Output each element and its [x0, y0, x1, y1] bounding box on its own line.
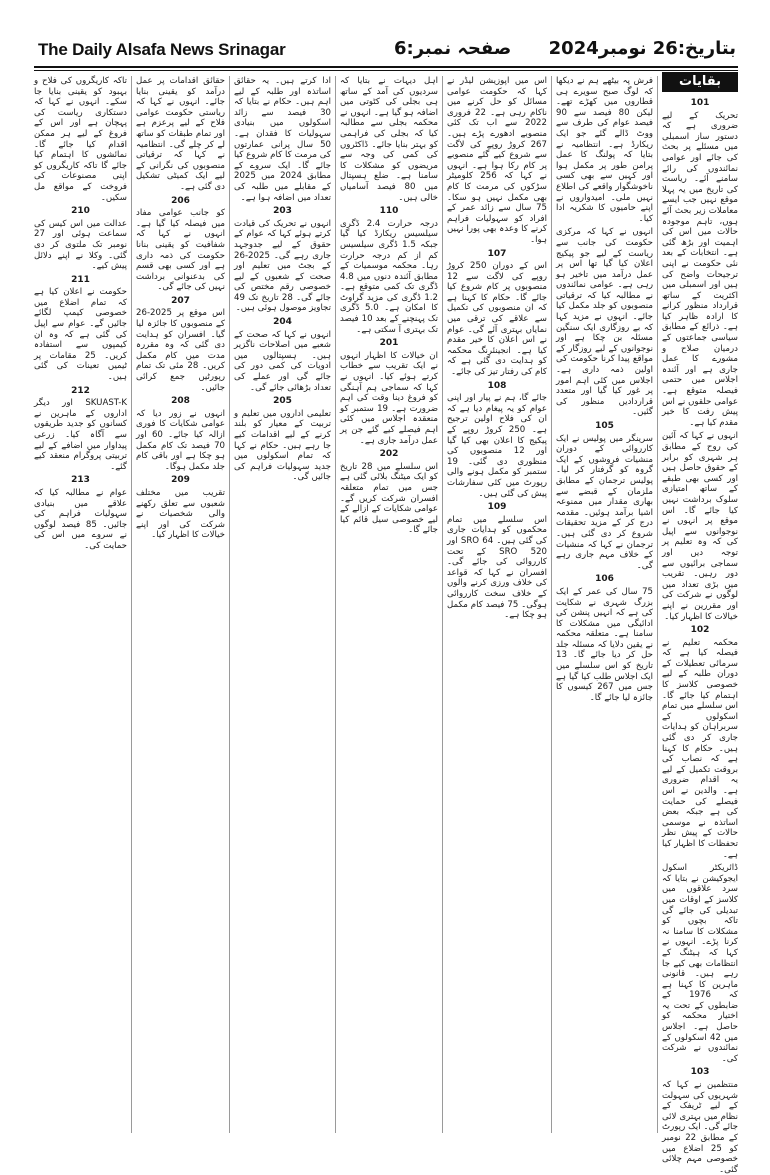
- masthead-rule-bottom: [34, 70, 738, 71]
- article-number: 204: [273, 317, 292, 328]
- article-number: 109: [487, 502, 507, 513]
- column-2: [556, 76, 653, 1133]
- article-number: 211: [71, 274, 90, 285]
- article-number: 203: [273, 206, 292, 217]
- column-divider: [131, 76, 132, 1133]
- column-divider: [442, 76, 443, 1133]
- article-paragraph: درجہ حرارت 2.4 ڈگری سیلسیس ریکارڈ کیا گیا جبکہ 1.5 ڈگری سیلسیس کم از کم درجہ حرارت رہا۔ محکمہ موسمیات کے مطابق آئندہ دنوں میں 4.8 ڈگری تک کمی متوقع ہے۔ 1.2 ڈگری کی مزید گراوٹ کا امکان ہے۔ 5.0 ڈگری تک پہنچنے کے بعد 10 فیصد تک بہتری آ سکتی ہے۔: [340, 218, 438, 335]
- article-number: 213: [71, 475, 90, 486]
- issue-date: بتاریخ:26 نومبر2024: [548, 38, 736, 59]
- article-number: 208: [171, 396, 190, 407]
- article-paragraph: تحریک کے لیے ضروری ہے کہ دستور ساز اسمبلی میں مسئلے پر بحث کی جائے اور عوامی نمائندوں کی رائے سامنے آئے۔ ریاست کی تاریخ میں یہ پہلا موقع نہیں جب ایسے معاملات زیر بحث آئے ہوں، تاہم موجودہ حالات میں اس کی اہمیت اور بڑھ گئی ہے۔ انتخابات کے بعد نئی حکومت نے اپنی ترجیحات واضح کی ہیں اور اسمبلی میں اکثریت کے ساتھ قرارداد منظور کرانے کا ارادہ ظاہر کیا ہے۔ ذرائع کے مطابق سیاسی جماعتوں کے درمیان صلاح و مشورے کا عمل جاری ہے اور آئندہ اجلاس میں حتمی فیصلہ متوقع ہے۔ عوامی حلقوں نے اس پیش رفت کا خیر مقدم کیا ہے۔: [662, 110, 738, 428]
- article-number: 110: [379, 206, 399, 217]
- masthead: [34, 36, 738, 64]
- article-paragraph: عدالت میں اس کیس کی سماعت ہوئی اور 27 نومبر تک ملتوی کر دی گئی۔ وکلا نے اپنے دلائل پیش کیے۔: [34, 218, 127, 272]
- article-number: 202: [379, 449, 399, 460]
- article-number: 207: [171, 295, 190, 306]
- article-paragraph: اس میں اپوزیشن لیڈر نے کہا کہ حکومت عوامی مسائل کو حل کرنے میں ناکام رہی ہے۔ 22 فروری 2022 سے اب تک کئی منصوبے ادھورے پڑے ہیں۔ 267 کروڑ روپے کی لاگت سے شروع کیے گئے منصوبے پر کام رکا ہوا ہے۔ انہوں نے کہا کہ 256 کلومیٹر سڑکوں کی مرمت کا کام بھی مکمل نہیں ہو سکا۔ 75 سال سے زائد عمر کے افراد کو سہولیات فراہم کرنے کا وعدہ بھی پورا نہیں ہوا۔: [447, 76, 548, 245]
- article-paragraph: SKUAST-K اور دیگر اداروں کے ماہرین نے کسانوں کو جدید طریقوں سے آگاہ کیا۔ زرعی پیداوار میں اضافے کے لیے تربیتی پروگرام منعقد کیے گئے۔: [34, 398, 127, 472]
- article-paragraph: حقائق اقدامات پر عمل درآمد کو یقینی بنایا جائے۔ انہوں نے کہا کہ ریاستی حکومت عوامی فلاح کے لیے پرعزم ہے اور تمام طبقات کو ساتھ لے کر چلے گی۔ انتظامیہ نے کہا کہ ترقیاتی منصوبوں کی نگرانی کے لیے ایک کمیٹی تشکیل دی گئی ہے۔: [136, 76, 225, 192]
- page-number: صفحہ نمبر:6: [394, 38, 512, 59]
- article-number: 212: [71, 385, 90, 396]
- column-divider: [229, 76, 230, 1133]
- article-paragraph: تاکہ کاریگروں کی فلاح و بہبود کو یقینی بنایا جا سکے۔ انہوں نے کہا کہ دستکاری ریاست کی پہچان ہے اور اس کے فروغ کے لیے ہر ممکن اقدام کیا جائے گا۔ نمائشوں کا اہتمام کیا جائے گا تاکہ کاریگروں کو اپنی مصنوعات کی فروخت کے مواقع مل سکیں۔: [34, 76, 127, 203]
- article-number: 103: [690, 1067, 710, 1078]
- newspaper-title: The Daily Alsafa News Srinagar: [38, 40, 286, 59]
- article-number: 101: [690, 98, 710, 108]
- column-divider: [657, 76, 658, 1133]
- article-number: 205: [273, 396, 292, 407]
- article-number: 206: [171, 195, 190, 206]
- article-paragraph: ڈائریکٹر اسکول ایجوکیشن نے بتایا کہ سرد علاقوں میں کلاسز کے اوقات میں تبدیلی کی جائے گی تاکہ بچوں کو مشکلات کا سامنا نہ کرنا پڑے۔ انہوں نے کہا کہ ہیٹنگ کے انتظامات بھی کیے جا رہے ہیں۔ قانونی ماہرین کا کہنا ہے کہ 1976 کے ضابطوں کے تحت یہ اختیار محکمہ کو حاصل ہے۔ اجلاس میں 42 اسکولوں کے نمائندوں نے شرکت کی۔: [662, 863, 738, 1064]
- article-paragraph: حکومت نے اعلان کیا ہے کہ تمام اضلاع میں خصوصی کیمپ لگائے جائیں گے۔ عوام سے اپیل کی گئی ہے کہ وہ ان کیمپوں سے استفادہ کریں۔ 25 مقامات پر ٹیمیں تعینات کی گئی ہیں۔: [34, 287, 127, 383]
- article-paragraph: محکمہ تعلیم نے فیصلہ کیا ہے کہ سرمائی تعطیلات کے دوران طلبہ کے لیے خصوصی کلاسز کا اہتمام کیا جائے گا۔ اس سلسلے میں تمام اسکولوں کے سربراہان کو ہدایات جاری کر دی گئی ہیں۔ حکام کا کہنا ہے کہ نصاب کی بروقت تکمیل کے لیے یہ اقدام ضروری ہے۔ والدین نے اس فیصلے کی حمایت کی ہے جبکہ بعض اساتذہ نے موسمی حالات کے پیش نظر تحفظات کا اظہار کیا ہے۔: [662, 637, 738, 860]
- article-paragraph: ان خیالات کا اظہار انہوں نے ایک تقریب سے خطاب کرتے ہوئے کیا۔ انہوں نے کہا کہ سماجی ہم آہنگی کو فروغ دینا وقت کی اہم ضرورت ہے۔ 19 ستمبر کو منعقدہ اجلاس میں کئی اہم فیصلے کیے گئے جن پر عمل درآمد جاری ہے۔: [340, 350, 438, 446]
- article-paragraph: 75 سال کی عمر کے ایک بزرگ شہری نے شکایت کی ہے کہ انہیں پنشن کی ادائیگی میں مشکلات کا سامنا ہے۔ متعلقہ محکمہ نے یقین دلایا کہ مسئلہ جلد حل کر دیا جائے گا۔ 13 تاریخ کو اس سلسلے میں ایک اجلاس طلب کیا گیا ہے جس میں 267 کیسوں کا جائزہ لیا جائے گا۔: [556, 586, 653, 703]
- article-paragraph: انہوں نے کہا کہ صحت کے شعبے میں اصلاحات ناگزیر ہیں۔ ہسپتالوں میں ادویات کی کمی دور کی جائے گی اور عملے کی تعداد بڑھائی جائے گی۔: [234, 329, 331, 393]
- article-number: 106: [595, 574, 614, 585]
- masthead-rule-top: [34, 66, 738, 68]
- article-paragraph: انہوں نے کہا کہ آئین کی روح کے مطابق ہر شہری کو برابر کے حقوق حاصل ہیں اور کسی بھی طبقے کے ساتھ امتیازی سلوک برداشت نہیں کیا جائے گا۔ اس موقع پر انہوں نے نوجوانوں سے اپیل کی کہ وہ تعلیم پر توجہ دیں اور سماجی برائیوں سے دور رہیں۔ تقریب میں بڑی تعداد میں لوگوں نے شرکت کی اور مقررین نے اپنے خیالات کا اظہار کیا۔: [662, 431, 738, 622]
- article-paragraph: جائے گا، ہم نے پیار اور اپنی عوام کو یہ پیغام دیا ہے کہ ان کی فلاح اولین ترجیح ہے۔ 250 کروڑ روپے کے پیکیج کا اعلان بھی کیا گیا اور 12 منصوبوں کی منظوری دی گئی۔ 19 ستمبر کو مکمل ہونے والی رپورٹ میں کئی سفارشات پیش کی گئی ہیں۔: [447, 393, 548, 499]
- article-paragraph: تقریب میں مختلف شعبوں سے تعلق رکھنے والی شخصیات نے شرکت کی اور اپنے خیالات کا اظہار کیا۔: [136, 487, 225, 541]
- column-1: [662, 96, 738, 1175]
- article-paragraph: اس موقع پر 2025-26 کے منصوبوں کا جائزہ لیا گیا۔ افسران کو ہدایت دی گئی کہ وہ مقررہ مدت میں کام مکمل کریں۔ 28 مئی تک تمام رپورٹیں جمع کرائی جائیں۔: [136, 308, 225, 393]
- article-number: 209: [171, 475, 190, 486]
- column-6: [136, 76, 225, 1133]
- article-paragraph: انہوں نے زور دیا کہ عوامی شکایات کا فوری ازالہ کیا جائے۔ 60 اور 70 فیصد تک کام مکمل ہو چکا ہے اور باقی کام جلد مکمل ہوگا۔: [136, 408, 225, 472]
- article-paragraph: سرینگر میں پولیس نے ایک کارروائی کے دوران منشیات فروشوں کے ایک گروہ کو گرفتار کر لیا۔ پولیس ترجمان کے مطابق ملزمان کے قبضے سے بھاری مقدار میں ممنوعہ اشیا برآمد ہوئیں۔ مقدمہ درج کر کے مزید تحقیقات شروع کر دی گئی ہیں۔ ترجمان نے کہا کہ منشیات کے خلاف مہم جاری رہے گی۔: [556, 433, 653, 571]
- column-divider: [335, 76, 336, 1133]
- article-number: 107: [487, 248, 507, 259]
- column-5: [234, 76, 331, 1133]
- article-number: 105: [595, 421, 614, 431]
- article-number: 102: [690, 625, 710, 636]
- column-divider: [551, 76, 552, 1133]
- article-paragraph: فرش پہ بیٹھے ہم نے دیکھا کہ لوگ صبح سویرے ہی قطاروں میں کھڑے تھے۔ لیکن 80 فیصد سے 90 فیصد عوام کی طرف سے ووٹ ڈالے گئے جو ایک ریکارڈ ہے۔ انتظامیہ نے بتایا کہ پولنگ کا عمل پرامن طور پر مکمل ہوا اور کہیں سے بھی کسی ناخوشگوار واقعے کی اطلاع نہیں ملی۔ امیدواروں نے اپنے حامیوں کا شکریہ ادا کیا۔: [556, 76, 653, 224]
- article-paragraph: انہوں نے کہا کہ مرکزی حکومت کی جانب سے ریاست کے لیے جو پیکیج اعلان کیا گیا تھا اس پر عمل درآمد میں تاخیر ہو رہی ہے۔ عوامی نمائندوں نے مطالبہ کیا کہ ترقیاتی منصوبوں کو جلد مکمل کیا جائے۔ انہوں نے مزید کہا کہ بے روزگاری ایک سنگین مسئلہ بن چکا ہے اور نوجوانوں کے لیے روزگار کے مواقع پیدا کرنا حکومت کی اولین ذمہ داری ہے۔ اجلاس میں کئی اہم امور پر غور کیا گیا اور متعدد قراردادیں منظور کی گئیں۔: [556, 227, 653, 418]
- column-4: [340, 76, 438, 1133]
- article-paragraph: ادا کرتے ہیں۔ یہ حقائق اساتذہ اور طلبہ کے لیے اہم ہیں۔ حکام نے بتایا کہ 30 فیصد سے زائد اسکولوں میں بنیادی سہولیات کا فقدان ہے۔ 50 سال پرانی عمارتوں کی مرمت کا کام شروع کیا جائے گا۔ ایک سروے کے مطابق 2024 میں 2025 کے مقابلے میں طلبہ کی تعداد میں اضافہ ہوا ہے۔: [234, 76, 332, 203]
- article-paragraph: عوام نے مطالبہ کیا کہ علاقے میں بنیادی سہولیات فراہم کی جائیں۔ 85 فیصد لوگوں نے سروے میں اس کی حمایت کی۔: [34, 487, 128, 551]
- article-paragraph: انہوں نے تحریک کی قیادت کرتے ہوئے کہا کہ عوام کے حقوق کے لیے جدوجہد جاری رہے گی۔ 2025-26 کے بجٹ میں تعلیم اور صحت کے شعبوں کے لیے خصوصی رقم مختص کی جائے گی۔ 28 تاریخ تک 49 تجاویز موصول ہوئی ہیں۔: [234, 218, 331, 314]
- article-number: 108: [487, 380, 507, 391]
- column-3: [447, 76, 547, 1133]
- article-number: 201: [379, 338, 399, 349]
- article-paragraph: کو جانب عوامی مفاد میں فیصلہ کیا گیا ہے۔ انہوں نے کہا کہ شفافیت کو یقینی بنانا حکومت کی ذمہ داری ہے اور کسی بھی قسم کی بدعنوانی برداشت نہیں کی جائے گی۔: [136, 208, 225, 293]
- column-7: [34, 76, 127, 1133]
- article-paragraph: تعلیمی اداروں میں تعلیم و تربیت کے معیار کو بلند کرنے کے لیے اقدامات کیے جا رہے ہیں۔ حکام نے کہا کہ تمام اسکولوں میں جدید سہولیات فراہم کی جائیں گی۔: [234, 408, 331, 483]
- article-paragraph: اس سلسلے میں 28 تاریخ کو ایک میٹنگ بلائی گئی ہے جس میں تمام متعلقہ افسران شرکت کریں گے۔ عوامی شکایات کے ازالے کے لیے خصوصی سیل قائم کیا جائے گا۔: [340, 461, 438, 536]
- article-paragraph: اس کے دوران 250 کروڑ روپے کی لاگت سے 12 منصوبوں پر کام شروع کیا جائے گا۔ حکام کا کہنا ہے کہ ان منصوبوں کی تکمیل سے علاقے کی ترقی میں نمایاں بہتری آئے گی۔ عوام نے اس اعلان کا خیر مقدم کیا ہے۔ انجینئرنگ محکمہ کو ہدایت دی گئی ہے کہ کام کی رفتار تیز کی جائے۔: [447, 261, 547, 378]
- article-number: 210: [71, 206, 90, 217]
- section-heading: بقایات: [662, 72, 738, 92]
- article-paragraph: اہل دیہات نے بتایا کہ سردیوں کی آمد کے ساتھ ہی بجلی کی کٹوتی میں اضافہ ہو گیا ہے۔ انہوں نے محکمہ بجلی سے مطالبہ کیا کہ بجلی کی فراہمی کو بہتر بنایا جائے۔ ڈاکٹروں کی کمی کی وجہ سے مریضوں کو مشکلات کا سامنا ہے۔ ضلع ہسپتال میں 80 فیصد آسامیاں خالی ہیں۔: [340, 76, 438, 203]
- article-paragraph: منتظمین نے کہا کہ شہریوں کی سہولت کے لیے ٹریفک کے نظام میں بہتری لائی جائے گی۔ ایک رپورٹ کے مطابق 22 نومبر کو 25 اضلاع میں خصوصی مہم چلائی گئی۔: [662, 1080, 738, 1175]
- article-paragraph: اس سلسلے میں تمام محکموں کو ہدایات جاری کی گئی ہیں۔ SRO 64 اور SRO 520 کے تحت کارروائی کی جائے گی۔ افسران نے کہا کہ قواعد کی خلاف ورزی کرنے والوں کے خلاف سخت کارروائی ہوگی۔ 75 فیصد کام مکمل ہو چکا ہے۔: [447, 514, 548, 621]
